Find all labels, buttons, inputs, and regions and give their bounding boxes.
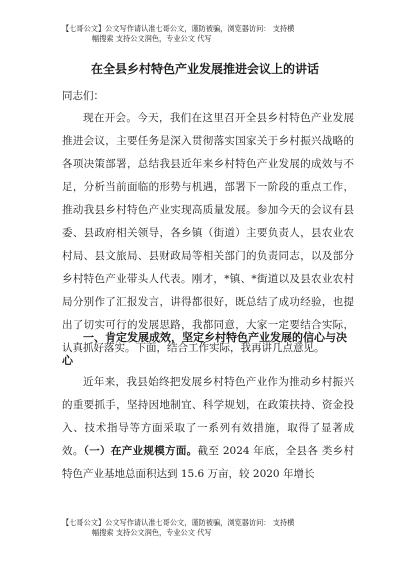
- banner-line: 【七哥公文】公文写作请认准七哥公文，谨防被骗，浏览器访问： 支持横: [62, 24, 295, 33]
- body-paragraph: 现在开会。今天，我们在这里召开全县乡村特色产业发展推进会议，主要任务是深入贯彻落实国家关于乡村振兴战略的各项决策部署，总结我县近年来乡村特色产业发展的成效与不足，分析当前面临的形势与机遇，部署下一阶段的重点工作，推动我县乡村特色产业实现高质量发展。参加今天的会议有县委、县政府相关领导，各乡镇（街道）主要负责人，县农业农村局、县文旅局、县财政局等相关部门的负责同志，以及部分乡村特色产业带头人代表。刚才，*镇、*街道以及县农业农村局分别作了汇报发言，讲得都很好，既总结了成功经验，也提出了切实可行的发展思路，我都同意，大家一定要结合实际，认真抓好落实。下面，结合工作实际，我再讲几点意见。: [62, 112, 354, 354]
- header-banner: [62, 24, 362, 44]
- banner-line: 【七哥公文】公文写作请认准七哥公文，谨防被骗，浏览器访问： 支持横: [62, 518, 295, 527]
- section-heading: 一、肯定发展成效，坚定乡村特色产业发展的信心与决心: [62, 331, 347, 367]
- banner-line: 幅搜索 支持公文润色，专业公文 代写: [92, 528, 212, 537]
- subsection-heading: （一）在产业规模方面。: [83, 445, 198, 457]
- paragraph-intro: 近年来，我县始终把发展乡村特色产业作为推动乡村振兴的重要抓手，坚持因地制宜、科学规划，在政策扶持、资金投入、技术指导等方面采取了一系列有效措施，取得了显著成效。: [62, 376, 354, 457]
- body-paragraph: [62, 371, 354, 486]
- document-title: 在全县乡村特色产业发展推进会议上的讲话: [90, 62, 319, 76]
- banner-line: 幅搜索 支持公文润色，专业公文 代写: [92, 34, 212, 43]
- paragraph-text: 截至 2024 年底，全县各 类乡村特色产业基地总面积达到 15.6 万亩，较 2020 年增长: [62, 445, 355, 480]
- footer-banner: [62, 518, 362, 538]
- salutation: 同志们：: [62, 90, 104, 102]
